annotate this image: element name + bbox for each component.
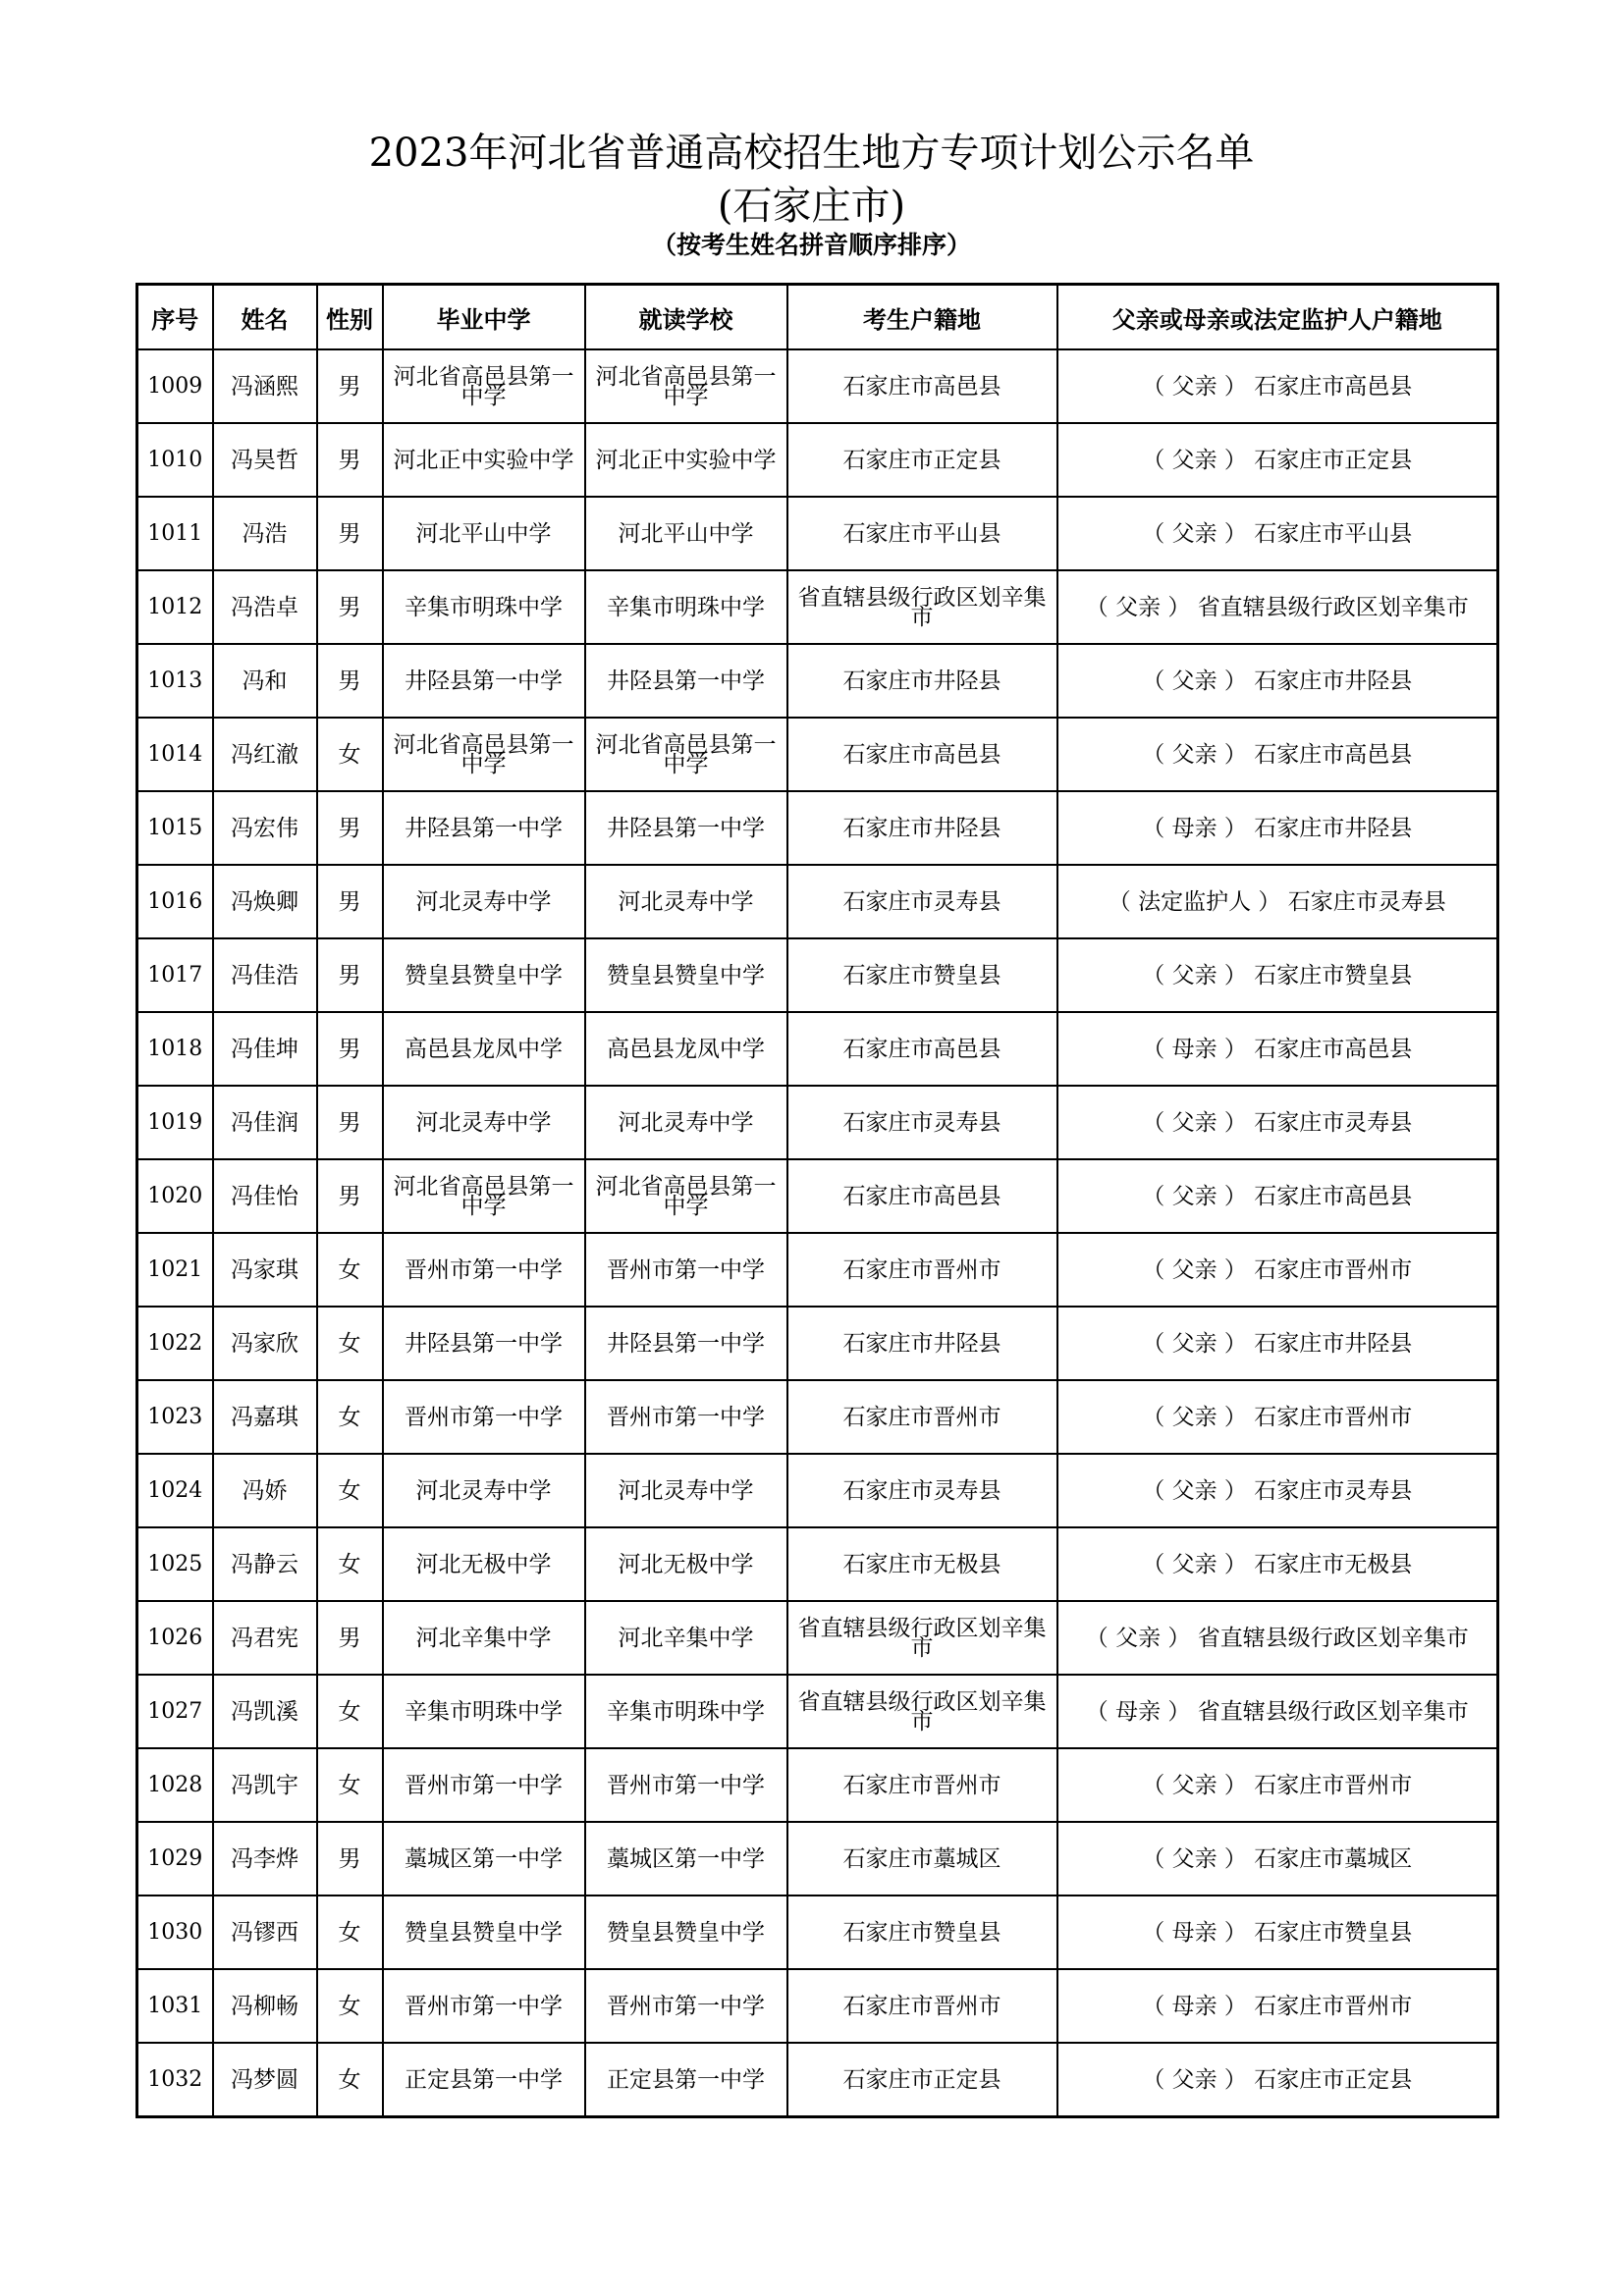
cell-serial: 1027 bbox=[137, 1675, 213, 1748]
cell-graduation-school: 河北灵寿中学 bbox=[383, 1454, 585, 1527]
cell-name: 冯嘉琪 bbox=[213, 1380, 317, 1454]
cell-current-school: 藁城区第一中学 bbox=[585, 1822, 787, 1896]
table-row bbox=[137, 1675, 1498, 1748]
cell-gender: 男 bbox=[317, 570, 383, 644]
cell-graduation-school: 河北灵寿中学 bbox=[383, 865, 585, 938]
table-row bbox=[137, 570, 1498, 644]
cell-student-residence: 石家庄市平山县 bbox=[787, 497, 1057, 570]
cell-gender: 男 bbox=[317, 1086, 383, 1159]
table-row bbox=[137, 1896, 1498, 1969]
cell-current-school: 河北正中实验中学 bbox=[585, 423, 787, 497]
table-row bbox=[137, 1159, 1498, 1233]
cell-graduation-school: 井陉县第一中学 bbox=[383, 791, 585, 865]
cell-serial: 1031 bbox=[137, 1969, 213, 2043]
table-row bbox=[137, 1748, 1498, 1822]
cell-serial: 1010 bbox=[137, 423, 213, 497]
cell-graduation-school: 河北辛集中学 bbox=[383, 1601, 585, 1675]
cell-guardian-residence: （ 父亲 ） 石家庄市藁城区 bbox=[1057, 1822, 1498, 1896]
cell-name: 冯和 bbox=[213, 644, 317, 718]
table-row bbox=[137, 1012, 1498, 1086]
table-row bbox=[137, 497, 1498, 570]
cell-serial: 1015 bbox=[137, 791, 213, 865]
cell-student-residence: 石家庄市晋州市 bbox=[787, 1380, 1057, 1454]
page-title: 2023年河北省普通高校招生地方专项计划公示名单 bbox=[368, 131, 1255, 176]
cell-name: 冯佳坤 bbox=[213, 1012, 317, 1086]
cell-student-residence: 石家庄市高邑县 bbox=[787, 1159, 1057, 1233]
table-row bbox=[137, 1233, 1498, 1307]
cell-serial: 1016 bbox=[137, 865, 213, 938]
cell-serial: 1012 bbox=[137, 570, 213, 644]
cell-graduation-school: 晋州市第一中学 bbox=[383, 1969, 585, 2043]
cell-graduation-school: 河北灵寿中学 bbox=[383, 1086, 585, 1159]
cell-gender: 女 bbox=[317, 1307, 383, 1380]
cell-gender: 男 bbox=[317, 865, 383, 938]
cell-current-school: 河北省高邑县第一中学 bbox=[585, 718, 787, 791]
roster-table bbox=[135, 283, 1499, 2118]
cell-serial: 1026 bbox=[137, 1601, 213, 1675]
cell-name: 冯佳浩 bbox=[213, 938, 317, 1012]
table-row bbox=[137, 1380, 1498, 1454]
cell-name: 冯凯溪 bbox=[213, 1675, 317, 1748]
cell-name: 冯娇 bbox=[213, 1454, 317, 1527]
cell-graduation-school: 藁城区第一中学 bbox=[383, 1822, 585, 1896]
cell-graduation-school: 晋州市第一中学 bbox=[383, 1380, 585, 1454]
cell-guardian-residence: （ 父亲 ） 石家庄市正定县 bbox=[1057, 423, 1498, 497]
column-header-gender: 性别 bbox=[317, 285, 383, 350]
cell-graduation-school: 河北无极中学 bbox=[383, 1527, 585, 1601]
cell-current-school: 河北平山中学 bbox=[585, 497, 787, 570]
table-header-row bbox=[137, 285, 1498, 350]
table-row bbox=[137, 1527, 1498, 1601]
cell-serial: 1009 bbox=[137, 349, 213, 423]
cell-graduation-school: 河北省高邑县第一中学 bbox=[383, 718, 585, 791]
cell-gender: 男 bbox=[317, 1601, 383, 1675]
sort-note: （按考生姓名拼音顺序排序） bbox=[651, 231, 971, 259]
cell-student-residence: 石家庄市高邑县 bbox=[787, 1012, 1057, 1086]
cell-serial: 1017 bbox=[137, 938, 213, 1012]
cell-serial: 1014 bbox=[137, 718, 213, 791]
cell-gender: 男 bbox=[317, 1159, 383, 1233]
cell-student-residence: 省直辖县级行政区划辛集市 bbox=[787, 1601, 1057, 1675]
cell-student-residence: 石家庄市晋州市 bbox=[787, 1748, 1057, 1822]
cell-gender: 女 bbox=[317, 1454, 383, 1527]
cell-student-residence: 石家庄市赞皇县 bbox=[787, 1896, 1057, 1969]
table-row bbox=[137, 1307, 1498, 1380]
cell-gender: 女 bbox=[317, 1675, 383, 1748]
cell-serial: 1024 bbox=[137, 1454, 213, 1527]
cell-current-school: 河北灵寿中学 bbox=[585, 1086, 787, 1159]
table-row bbox=[137, 938, 1498, 1012]
cell-name: 冯涵熙 bbox=[213, 349, 317, 423]
cell-gender: 男 bbox=[317, 938, 383, 1012]
column-header-serial: 序号 bbox=[137, 285, 213, 350]
cell-student-residence: 石家庄市高邑县 bbox=[787, 718, 1057, 791]
cell-name: 冯宏伟 bbox=[213, 791, 317, 865]
page-subtitle: (石家庄市) bbox=[717, 184, 906, 229]
cell-current-school: 晋州市第一中学 bbox=[585, 1380, 787, 1454]
cell-graduation-school: 河北平山中学 bbox=[383, 497, 585, 570]
cell-graduation-school: 晋州市第一中学 bbox=[383, 1748, 585, 1822]
cell-gender: 男 bbox=[317, 791, 383, 865]
table-row bbox=[137, 644, 1498, 718]
cell-graduation-school: 河北省高邑县第一中学 bbox=[383, 349, 585, 423]
cell-name: 冯柳畅 bbox=[213, 1969, 317, 2043]
cell-student-residence: 石家庄市藁城区 bbox=[787, 1822, 1057, 1896]
cell-name: 冯佳润 bbox=[213, 1086, 317, 1159]
cell-serial: 1013 bbox=[137, 644, 213, 718]
cell-gender: 女 bbox=[317, 718, 383, 791]
cell-graduation-school: 井陉县第一中学 bbox=[383, 1307, 585, 1380]
cell-gender: 女 bbox=[317, 1233, 383, 1307]
cell-current-school: 赞皇县赞皇中学 bbox=[585, 1896, 787, 1969]
cell-current-school: 河北无极中学 bbox=[585, 1527, 787, 1601]
table-row bbox=[137, 791, 1498, 865]
cell-serial: 1018 bbox=[137, 1012, 213, 1086]
cell-current-school: 河北省高邑县第一中学 bbox=[585, 1159, 787, 1233]
cell-graduation-school: 河北省高邑县第一中学 bbox=[383, 1159, 585, 1233]
cell-current-school: 河北辛集中学 bbox=[585, 1601, 787, 1675]
cell-student-residence: 石家庄市井陉县 bbox=[787, 1307, 1057, 1380]
cell-current-school: 正定县第一中学 bbox=[585, 2043, 787, 2117]
cell-gender: 男 bbox=[317, 1822, 383, 1896]
cell-guardian-residence: （ 父亲 ） 石家庄市正定县 bbox=[1057, 2043, 1498, 2117]
cell-guardian-residence: （ 父亲 ） 石家庄市晋州市 bbox=[1057, 1380, 1498, 1454]
cell-name: 冯红澈 bbox=[213, 718, 317, 791]
cell-student-residence: 石家庄市灵寿县 bbox=[787, 1454, 1057, 1527]
cell-guardian-residence: （ 法定监护人 ） 石家庄市灵寿县 bbox=[1057, 865, 1498, 938]
cell-graduation-school: 赞皇县赞皇中学 bbox=[383, 938, 585, 1012]
cell-name: 冯梦圆 bbox=[213, 2043, 317, 2117]
table-row bbox=[137, 718, 1498, 791]
cell-guardian-residence: （ 母亲 ） 石家庄市高邑县 bbox=[1057, 1012, 1498, 1086]
cell-current-school: 辛集市明珠中学 bbox=[585, 1675, 787, 1748]
cell-name: 冯静云 bbox=[213, 1527, 317, 1601]
table-row bbox=[137, 1086, 1498, 1159]
table-row bbox=[137, 349, 1498, 423]
cell-current-school: 井陉县第一中学 bbox=[585, 791, 787, 865]
cell-student-residence: 省直辖县级行政区划辛集市 bbox=[787, 1675, 1057, 1748]
cell-graduation-school: 河北正中实验中学 bbox=[383, 423, 585, 497]
cell-guardian-residence: （ 母亲 ） 石家庄市晋州市 bbox=[1057, 1969, 1498, 2043]
cell-student-residence: 石家庄市灵寿县 bbox=[787, 1086, 1057, 1159]
cell-student-residence: 石家庄市晋州市 bbox=[787, 1969, 1057, 2043]
cell-current-school: 河北灵寿中学 bbox=[585, 865, 787, 938]
cell-serial: 1030 bbox=[137, 1896, 213, 1969]
cell-guardian-residence: （ 父亲 ） 石家庄市晋州市 bbox=[1057, 1748, 1498, 1822]
cell-guardian-residence: （ 父亲 ） 石家庄市灵寿县 bbox=[1057, 1086, 1498, 1159]
table-row bbox=[137, 1969, 1498, 2043]
cell-guardian-residence: （ 父亲 ） 省直辖县级行政区划辛集市 bbox=[1057, 1601, 1498, 1675]
cell-serial: 1029 bbox=[137, 1822, 213, 1896]
cell-guardian-residence: （ 母亲 ） 石家庄市井陉县 bbox=[1057, 791, 1498, 865]
cell-guardian-residence: （ 父亲 ） 石家庄市平山县 bbox=[1057, 497, 1498, 570]
cell-name: 冯君宪 bbox=[213, 1601, 317, 1675]
cell-current-school: 河北省高邑县第一中学 bbox=[585, 349, 787, 423]
cell-name: 冯焕卿 bbox=[213, 865, 317, 938]
cell-guardian-residence: （ 父亲 ） 石家庄市灵寿县 bbox=[1057, 1454, 1498, 1527]
cell-gender: 女 bbox=[317, 1527, 383, 1601]
cell-guardian-residence: （ 父亲 ） 石家庄市无极县 bbox=[1057, 1527, 1498, 1601]
column-header-name: 姓名 bbox=[213, 285, 317, 350]
cell-current-school: 高邑县龙凤中学 bbox=[585, 1012, 787, 1086]
column-header-student-residence: 考生户籍地 bbox=[787, 285, 1057, 350]
cell-gender: 女 bbox=[317, 1896, 383, 1969]
cell-name: 冯浩卓 bbox=[213, 570, 317, 644]
cell-gender: 女 bbox=[317, 1969, 383, 2043]
cell-guardian-residence: （ 父亲 ） 省直辖县级行政区划辛集市 bbox=[1057, 570, 1498, 644]
cell-gender: 男 bbox=[317, 497, 383, 570]
cell-serial: 1019 bbox=[137, 1086, 213, 1159]
cell-guardian-residence: （ 父亲 ） 石家庄市井陉县 bbox=[1057, 1307, 1498, 1380]
cell-graduation-school: 辛集市明珠中学 bbox=[383, 570, 585, 644]
cell-current-school: 河北灵寿中学 bbox=[585, 1454, 787, 1527]
table-row bbox=[137, 423, 1498, 497]
cell-student-residence: 石家庄市灵寿县 bbox=[787, 865, 1057, 938]
cell-guardian-residence: （ 父亲 ） 石家庄市高邑县 bbox=[1057, 1159, 1498, 1233]
cell-current-school: 晋州市第一中学 bbox=[585, 1233, 787, 1307]
cell-student-residence: 石家庄市无极县 bbox=[787, 1527, 1057, 1601]
cell-gender: 女 bbox=[317, 1748, 383, 1822]
cell-current-school: 赞皇县赞皇中学 bbox=[585, 938, 787, 1012]
cell-name: 冯浩 bbox=[213, 497, 317, 570]
cell-current-school: 晋州市第一中学 bbox=[585, 1969, 787, 2043]
cell-student-residence: 石家庄市井陉县 bbox=[787, 791, 1057, 865]
cell-student-residence: 石家庄市正定县 bbox=[787, 423, 1057, 497]
table-row bbox=[137, 865, 1498, 938]
cell-serial: 1025 bbox=[137, 1527, 213, 1601]
cell-name: 冯凯宇 bbox=[213, 1748, 317, 1822]
cell-name: 冯家琪 bbox=[213, 1233, 317, 1307]
cell-gender: 女 bbox=[317, 2043, 383, 2117]
cell-graduation-school: 高邑县龙凤中学 bbox=[383, 1012, 585, 1086]
column-header-guardian-residence: 父亲或母亲或法定监护人户籍地 bbox=[1057, 285, 1498, 350]
cell-current-school: 晋州市第一中学 bbox=[585, 1748, 787, 1822]
cell-guardian-residence: （ 父亲 ） 石家庄市井陉县 bbox=[1057, 644, 1498, 718]
table-row bbox=[137, 1601, 1498, 1675]
cell-name: 冯李烨 bbox=[213, 1822, 317, 1896]
cell-graduation-school: 井陉县第一中学 bbox=[383, 644, 585, 718]
cell-guardian-residence: （ 父亲 ） 石家庄市高邑县 bbox=[1057, 349, 1498, 423]
cell-serial: 1020 bbox=[137, 1159, 213, 1233]
cell-name: 冯佳怡 bbox=[213, 1159, 317, 1233]
cell-student-residence: 省直辖县级行政区划辛集市 bbox=[787, 570, 1057, 644]
cell-serial: 1023 bbox=[137, 1380, 213, 1454]
cell-serial: 1011 bbox=[137, 497, 213, 570]
cell-student-residence: 石家庄市正定县 bbox=[787, 2043, 1057, 2117]
table-body bbox=[137, 349, 1498, 2117]
cell-guardian-residence: （ 父亲 ） 石家庄市晋州市 bbox=[1057, 1233, 1498, 1307]
table-row bbox=[137, 2043, 1498, 2117]
cell-current-school: 辛集市明珠中学 bbox=[585, 570, 787, 644]
cell-graduation-school: 赞皇县赞皇中学 bbox=[383, 1896, 585, 1969]
cell-name: 冯家欣 bbox=[213, 1307, 317, 1380]
cell-current-school: 井陉县第一中学 bbox=[585, 644, 787, 718]
cell-serial: 1028 bbox=[137, 1748, 213, 1822]
cell-name: 冯昊哲 bbox=[213, 423, 317, 497]
cell-student-residence: 石家庄市赞皇县 bbox=[787, 938, 1057, 1012]
table-row bbox=[137, 1454, 1498, 1527]
cell-gender: 女 bbox=[317, 1380, 383, 1454]
cell-serial: 1022 bbox=[137, 1307, 213, 1380]
cell-serial: 1021 bbox=[137, 1233, 213, 1307]
cell-gender: 男 bbox=[317, 423, 383, 497]
column-header-graduation-school: 毕业中学 bbox=[383, 285, 585, 350]
cell-student-residence: 石家庄市井陉县 bbox=[787, 644, 1057, 718]
cell-student-residence: 石家庄市晋州市 bbox=[787, 1233, 1057, 1307]
cell-gender: 男 bbox=[317, 644, 383, 718]
cell-guardian-residence: （ 父亲 ） 石家庄市高邑县 bbox=[1057, 718, 1498, 791]
cell-student-residence: 石家庄市高邑县 bbox=[787, 349, 1057, 423]
cell-guardian-residence: （ 母亲 ） 石家庄市赞皇县 bbox=[1057, 1896, 1498, 1969]
cell-guardian-residence: （ 父亲 ） 石家庄市赞皇县 bbox=[1057, 938, 1498, 1012]
column-header-current-school: 就读学校 bbox=[585, 285, 787, 350]
cell-gender: 男 bbox=[317, 1012, 383, 1086]
cell-current-school: 井陉县第一中学 bbox=[585, 1307, 787, 1380]
cell-serial: 1032 bbox=[137, 2043, 213, 2117]
cell-graduation-school: 晋州市第一中学 bbox=[383, 1233, 585, 1307]
cell-name: 冯镠西 bbox=[213, 1896, 317, 1969]
cell-guardian-residence: （ 母亲 ） 省直辖县级行政区划辛集市 bbox=[1057, 1675, 1498, 1748]
cell-gender: 男 bbox=[317, 349, 383, 423]
cell-graduation-school: 辛集市明珠中学 bbox=[383, 1675, 585, 1748]
table-row bbox=[137, 1822, 1498, 1896]
cell-graduation-school: 正定县第一中学 bbox=[383, 2043, 585, 2117]
